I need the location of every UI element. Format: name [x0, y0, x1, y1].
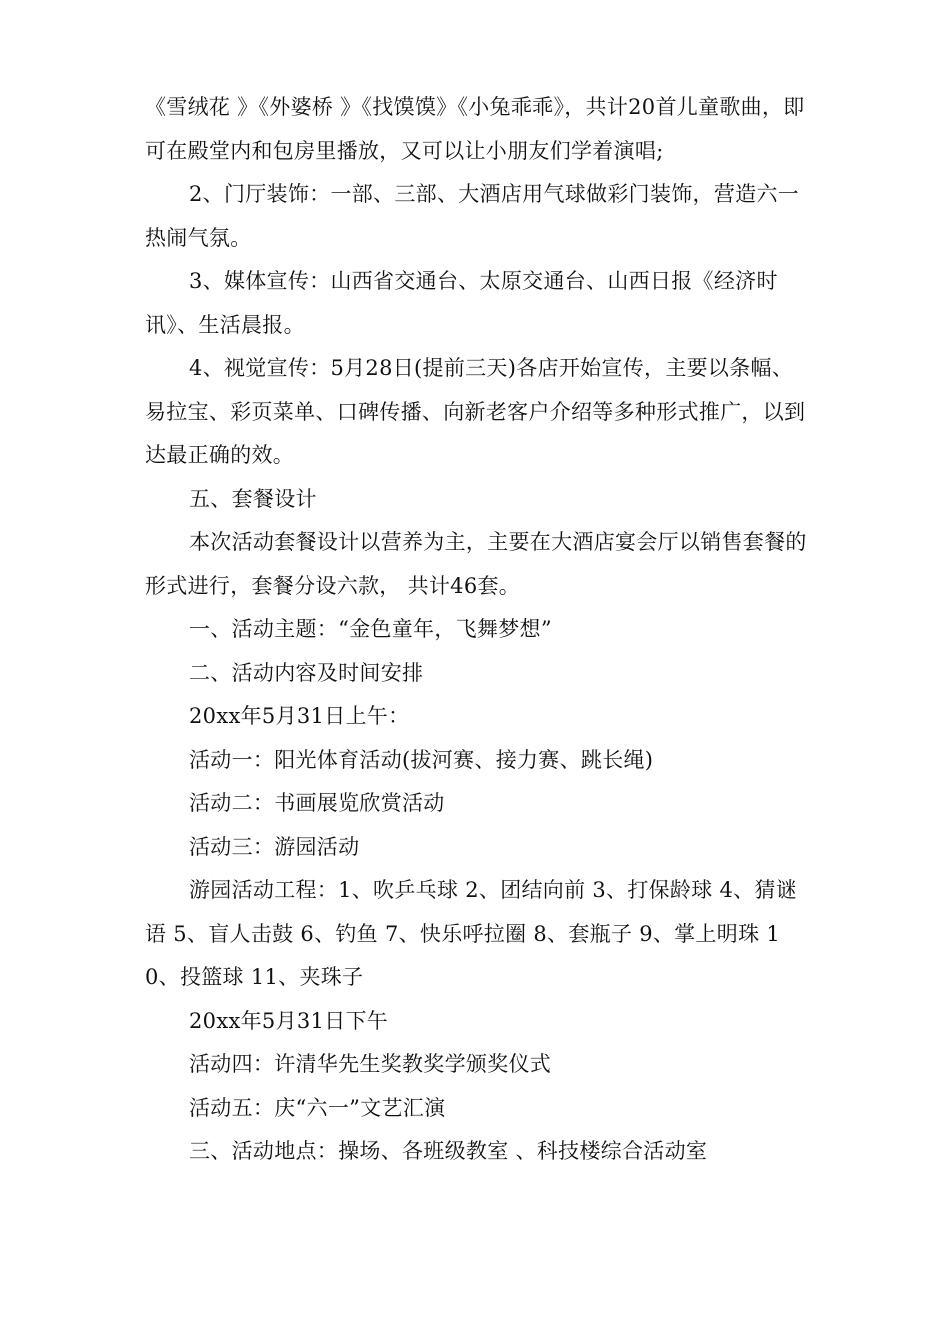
paragraph-song-list: 《雪绒花 》《外婆桥 》《找馍馍》《小兔乖乖》，共计20首儿童歌曲，即可在殿堂内和包房里播放，又可以让小朋友们学着演唱; — [145, 95, 805, 163]
section-heading-activity-theme: 一、活动主题：“金色童年，飞舞梦想” — [189, 617, 552, 641]
section-heading-activity-schedule: 二、活动内容及时间安排 — [189, 660, 424, 685]
paragraph-media-promotion: 3、媒体宣传：山西省交通台、太原交通台、山西日报《经济时讯》、生活晨报。 — [145, 269, 778, 337]
activity-item-four: 活动四：许清华先生奖教奖学颁奖仪式 — [189, 1052, 552, 1076]
activity-item-five: 活动五：庆“六一”文艺汇演 — [189, 1095, 446, 1120]
section-heading-activity-location: 三、活动地点：操场、各班级教室 、科技楼综合活动室 — [189, 1139, 708, 1163]
paragraph-garden-games: 游园活动工程：1、吹乒乓球 2、团结向前 3、打保龄球 4、猜谜语 5、盲人击鼓 6、钓鱼 7、快乐呼拉圈 8、套瓶子 9、掌上明珠 10、投篮球 11、夹珠子 — [145, 878, 798, 989]
section-heading-package-design: 五、套餐设计 — [189, 486, 317, 511]
activity-item-one: 活动一：阳光体育活动(拔河赛、接力赛、跳长绳) — [189, 747, 654, 772]
schedule-morning-date: 20xx年5月31日上午： — [189, 704, 410, 728]
paragraph-lobby-decoration: 2、门厅装饰：一部、三部、大酒店用气球做彩门装饰，营造六一热闹气氛。 — [145, 182, 800, 250]
activity-item-three: 活动三：游园活动 — [189, 834, 360, 859]
paragraph-visual-promotion: 4、视觉宣传：5月28日(提前三天)各店开始宣传，主要以条幅、易拉宝、彩页菜单、口碑传播、向新老客户介绍等多种形式推广，以到达最正确的效。 — [145, 356, 806, 467]
document-body — [145, 86, 810, 1174]
paragraph-package-description: 本次活动套餐设计以营养为主，主要在大酒店宴会厅以销售套餐的形式进行，套餐分设六款， 共计46套。 — [145, 530, 807, 598]
activity-item-two: 活动二：书画展览欣赏活动 — [189, 791, 445, 815]
schedule-afternoon-date: 20xx年5月31日下午 — [189, 1008, 389, 1033]
